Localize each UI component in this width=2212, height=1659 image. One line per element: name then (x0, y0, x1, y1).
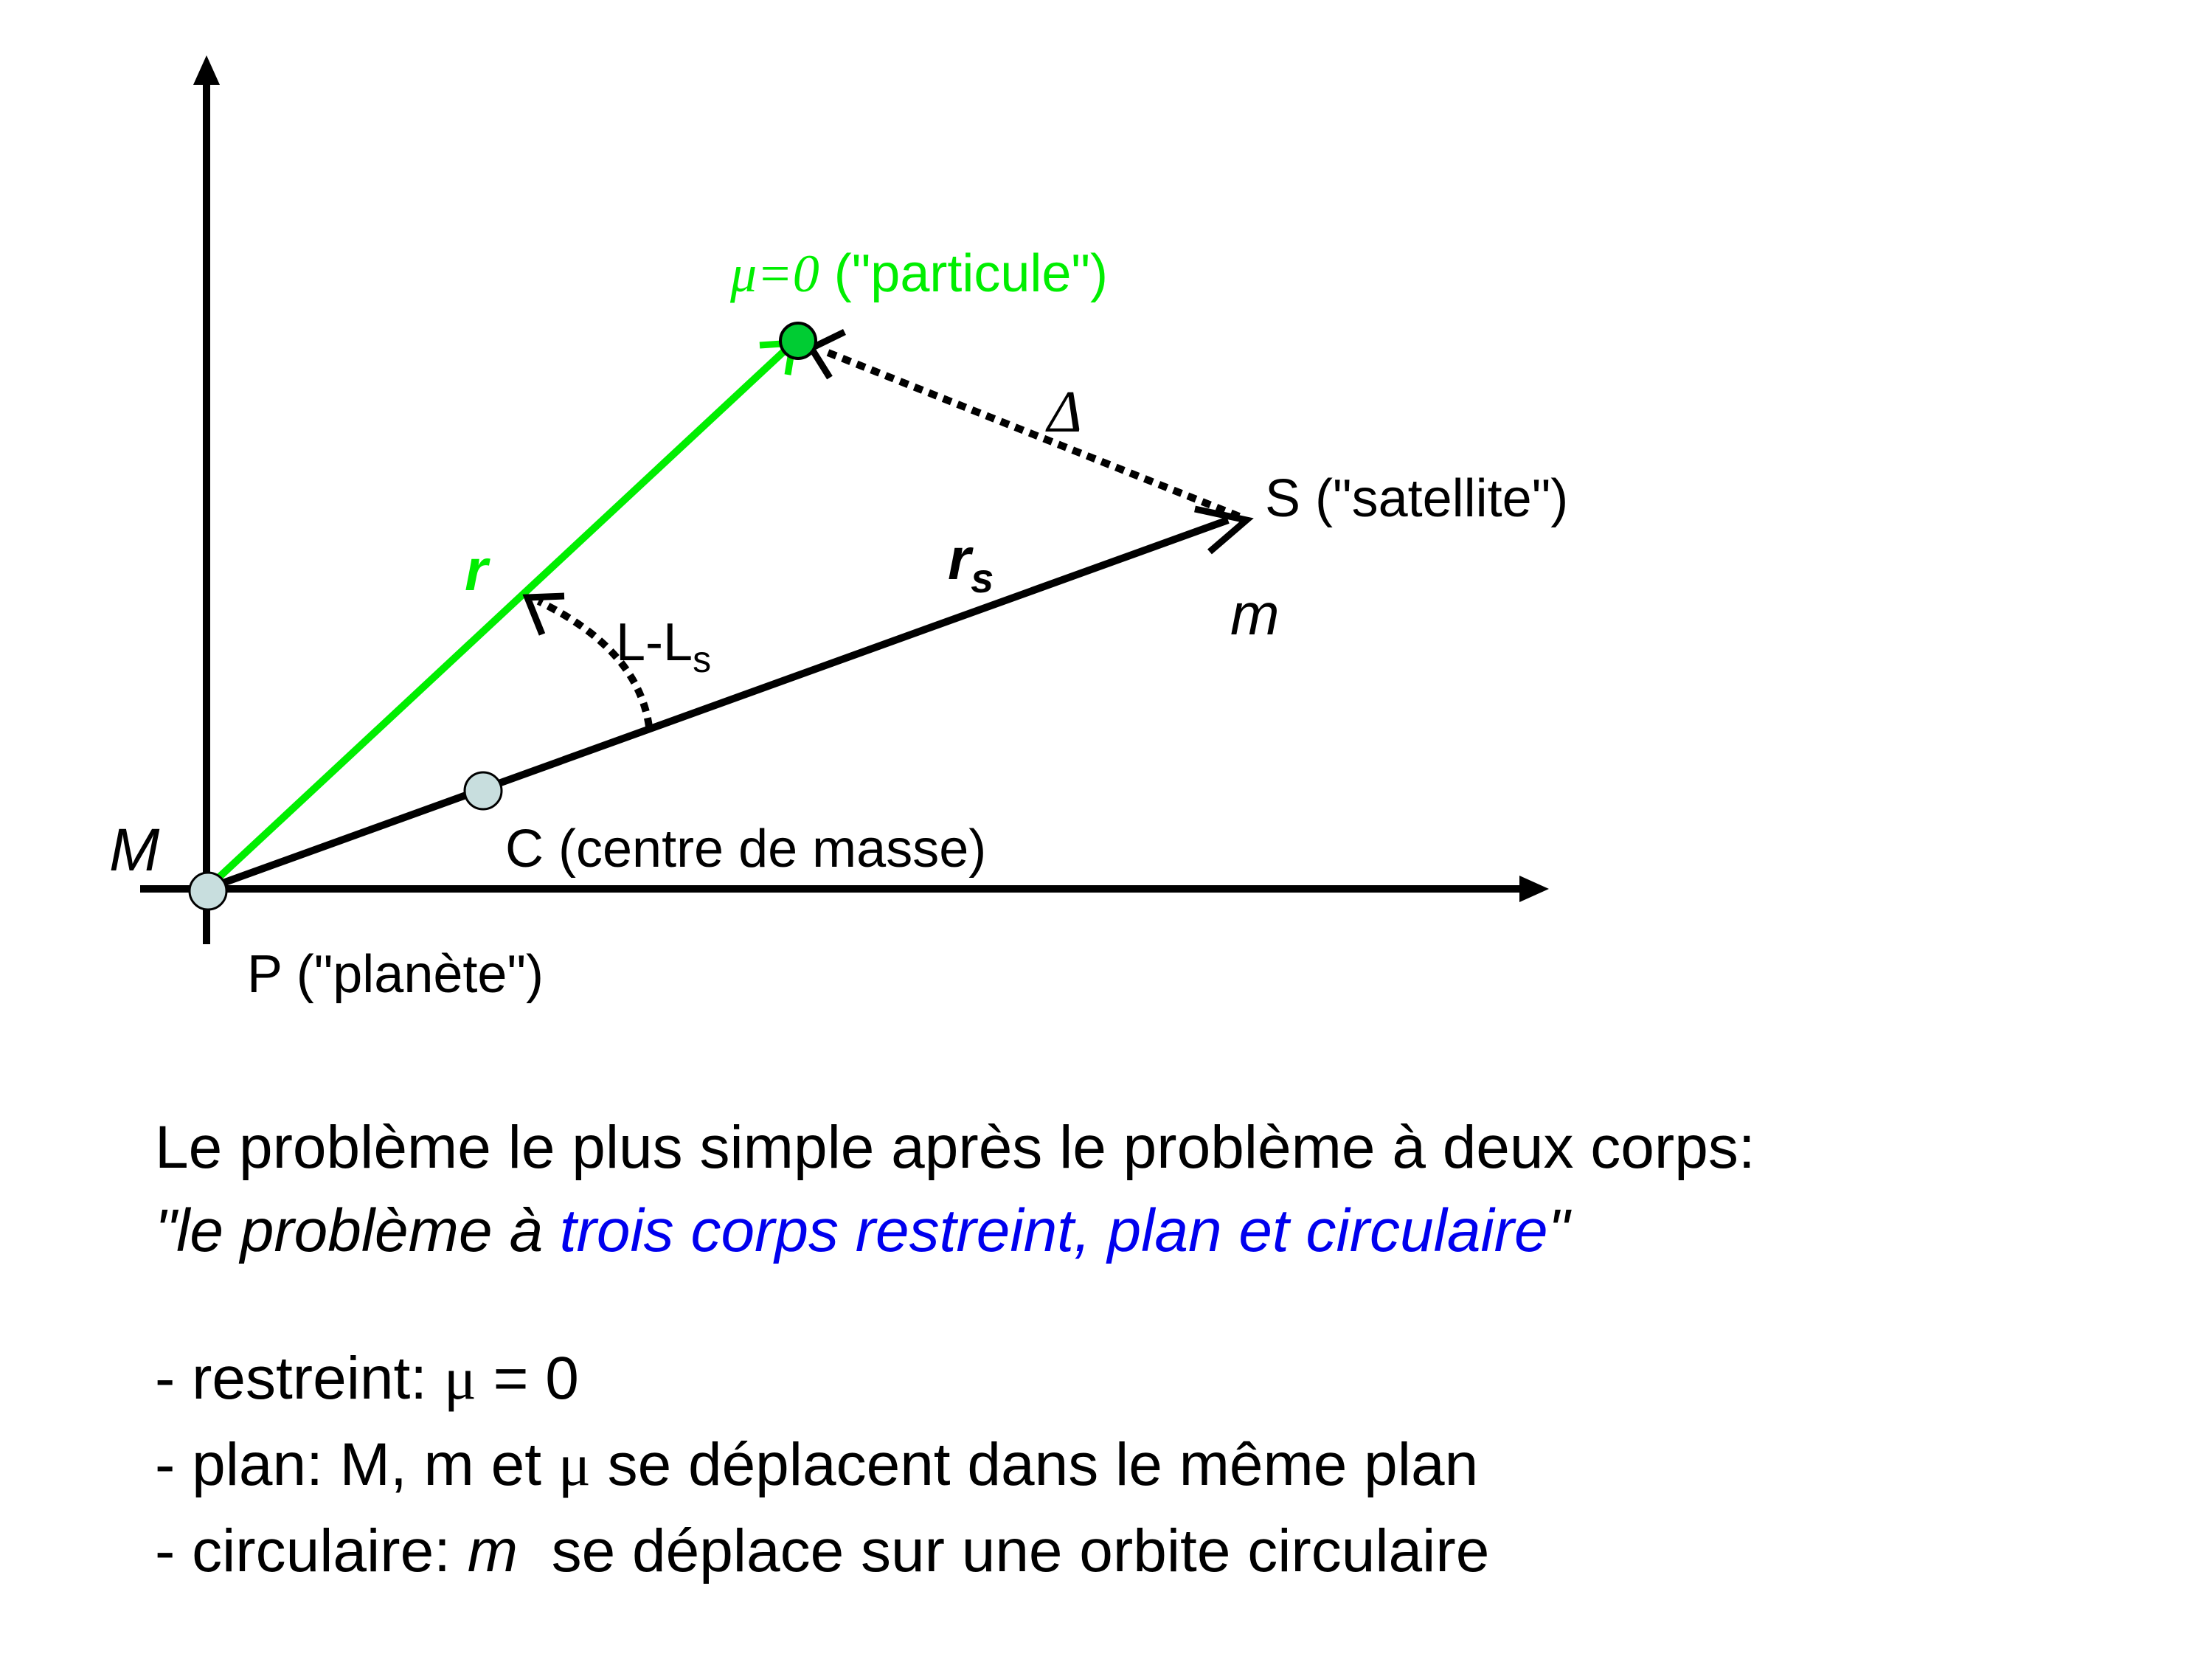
rs-label: $r_s$ (948, 526, 994, 601)
planet-label: P ("planète") (247, 945, 544, 1004)
M-big-label: M (109, 817, 160, 884)
y-axis-arrowhead (193, 55, 220, 85)
caption-quote-close: " (1547, 1197, 1570, 1264)
satellite-label: S ("satellite") (1265, 469, 1569, 528)
planet-node (190, 873, 226, 910)
caption-line-1: Le problème le plus simple après le problème à deux corps: (155, 1114, 1755, 1181)
r-label: r (465, 537, 488, 603)
caption-line-2 (155, 1197, 1570, 1264)
x-axis-arrowhead (1519, 876, 1549, 902)
caption-highlight: trois corps restreint, plan et circulaire (559, 1197, 1548, 1264)
center-of-mass-node (465, 772, 502, 809)
list-item-restreint: - restreint: μ = 0 (155, 1345, 579, 1412)
particle-node (780, 323, 816, 359)
center-label: C (centre de masse) (505, 820, 987, 879)
r-vector (207, 343, 793, 889)
angle-arc-arrowhead (527, 596, 564, 634)
particle-label: μ=0 ("particule") (730, 244, 1108, 303)
list-item-plan: - plan: M, m et μ se déplacent dans le même plan (155, 1431, 1479, 1498)
list-item-circulaire: - circulaire: m se déplace sur une orbite circulaire (155, 1517, 1490, 1584)
delta-label: Δ (1047, 380, 1082, 445)
caption-quote-open: "le problème à (155, 1197, 560, 1264)
angle-label: $L-L_s$ (616, 613, 712, 680)
m-small-label: m (1230, 581, 1280, 647)
delta-vector (822, 350, 1239, 516)
